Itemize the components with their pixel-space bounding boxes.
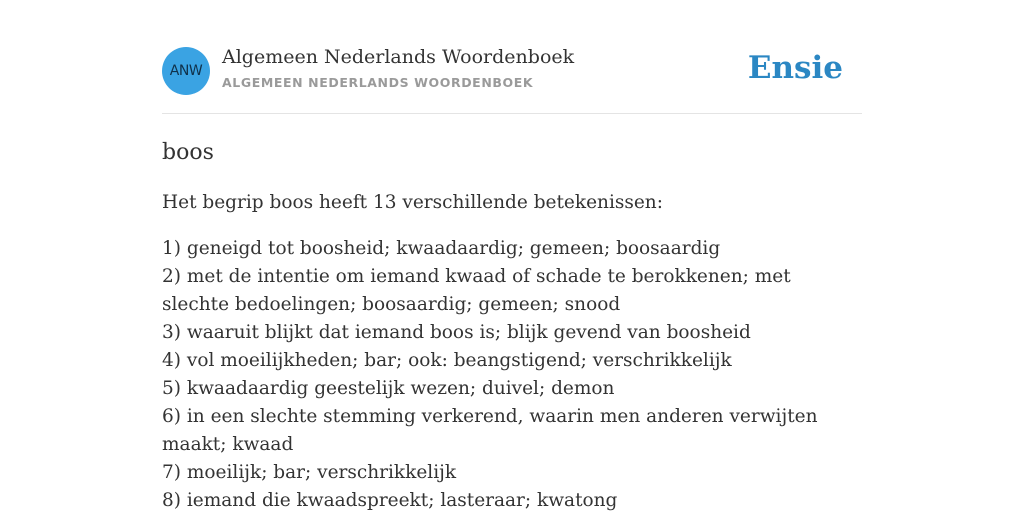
meaning-item: 2) met de intentie om iemand kwaad of schade te berokkenen; met slechte bedoelingen; boosaardig; gemeen; snood xyxy=(162,266,791,315)
source-logo-text: ANW xyxy=(169,63,203,79)
source-logo[interactable] xyxy=(162,47,210,95)
meaning-item: 5) kwaadaardig geestelijk wezen; duivel; demon xyxy=(162,378,615,399)
entry-intro: Het begrip boos heeft 13 verschillende betekenissen: xyxy=(162,192,663,213)
entry-word: boos xyxy=(162,140,214,165)
meaning-item: 7) moeilijk; bar; verschrikkelijk xyxy=(162,462,457,483)
source-subtitle: ALGEMEEN NEDERLANDS WOORDENBOEK xyxy=(222,75,534,90)
page xyxy=(162,0,862,515)
meaning-item: 6) in een slechte stemming verkerend, waarin men anderen verwijten maakt; kwaad xyxy=(162,406,818,455)
meaning-item: 3) waaruit blijkt dat iemand boos is; blijk gevend van boosheid xyxy=(162,322,751,343)
meanings-list xyxy=(162,235,862,515)
meaning-item: 4) vol moeilijkheden; bar; ook: beangstigend; verschrikkelijk xyxy=(162,350,732,371)
source-title[interactable]: Algemeen Nederlands Woordenboek xyxy=(222,46,575,68)
brand-logo[interactable]: Ensie xyxy=(747,50,843,86)
meaning-item: 8) iemand die kwaadspreekt; lasteraar; kwatong xyxy=(162,490,618,511)
meaning-item: 1) geneigd tot boosheid; kwaadaardig; gemeen; boosaardig xyxy=(162,238,721,259)
header xyxy=(162,0,862,114)
